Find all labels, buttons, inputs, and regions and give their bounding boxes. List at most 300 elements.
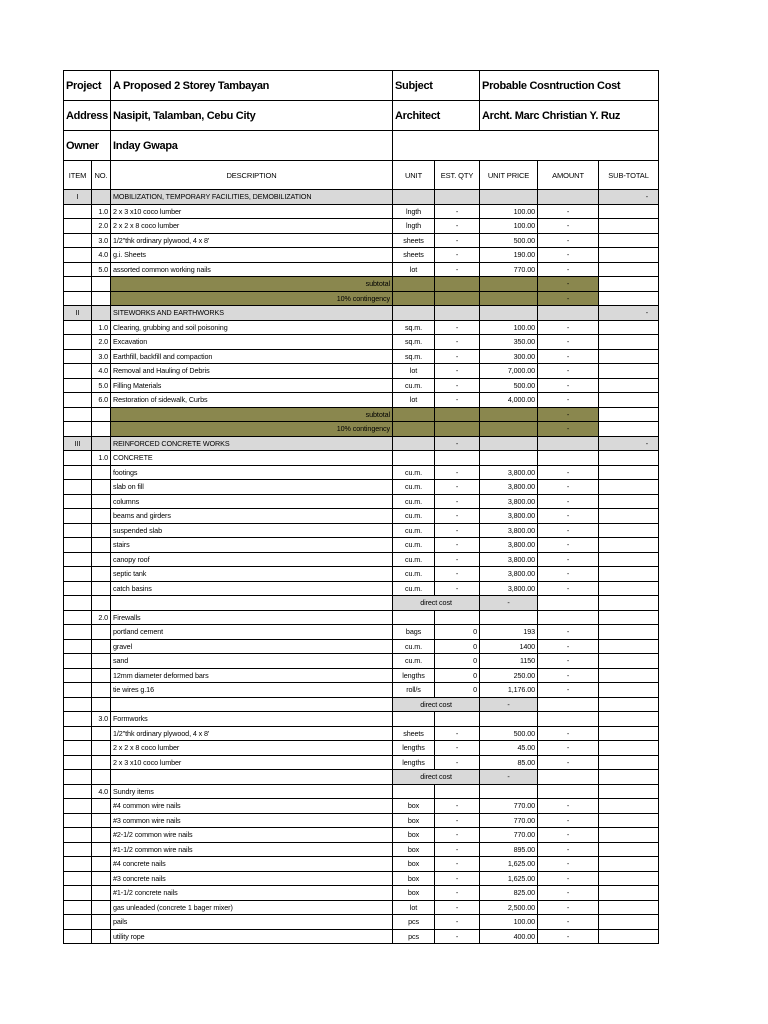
- item-cell: [64, 596, 92, 611]
- amount-cell: [538, 306, 599, 321]
- unit-cell: [393, 277, 435, 292]
- item-cell: [64, 204, 92, 219]
- amount-cell: -: [538, 349, 599, 364]
- no-cell: [92, 277, 111, 292]
- unit-cell: [393, 436, 435, 451]
- line-item-row: [64, 364, 659, 379]
- address-value: Nasipit, Talamban, Cebu City: [111, 101, 393, 131]
- no-cell: [92, 900, 111, 915]
- line-item-row: [64, 813, 659, 828]
- unit-cell: box: [393, 799, 435, 814]
- unit-price-cell: 3,800.00: [480, 494, 538, 509]
- unit-price-cell: 400.00: [480, 929, 538, 944]
- item-cell: [64, 219, 92, 234]
- line-item-row: [64, 871, 659, 886]
- item-cell: [64, 929, 92, 944]
- unit-price-cell: 45.00: [480, 741, 538, 756]
- subtotal-cell: [599, 886, 659, 901]
- qty-cell: 0: [435, 683, 480, 698]
- qty-cell: [435, 451, 480, 466]
- section-row: [64, 190, 659, 205]
- item-cell: [64, 654, 92, 669]
- amount-cell: -: [538, 552, 599, 567]
- subtotal-cell: [599, 320, 659, 335]
- subtotal-cell: [599, 842, 659, 857]
- description-cell: columns: [111, 494, 393, 509]
- description-cell: #1-1/2 common wire nails: [111, 842, 393, 857]
- unit-cell: [393, 291, 435, 306]
- unit-price-cell: [480, 436, 538, 451]
- qty-cell: -: [435, 929, 480, 944]
- subtotal-cell: -: [599, 190, 659, 205]
- unit-price-cell: 2,500.00: [480, 900, 538, 915]
- amount-cell: -: [538, 639, 599, 654]
- amount-cell: -: [538, 465, 599, 480]
- amount-cell: -: [538, 828, 599, 843]
- owner-row: [64, 131, 659, 161]
- amount-cell: -: [538, 886, 599, 901]
- unit-cell: cu.m.: [393, 494, 435, 509]
- no-cell: [92, 857, 111, 872]
- item-cell: II: [64, 306, 92, 321]
- line-item-row: [64, 625, 659, 640]
- amount-cell: -: [538, 741, 599, 756]
- subtotal-cell: -: [599, 436, 659, 451]
- line-item-row: [64, 857, 659, 872]
- item-cell: [64, 726, 92, 741]
- olive-label-cell: 10% contingency: [111, 291, 393, 306]
- amount-cell: -: [538, 538, 599, 553]
- qty-cell: -: [435, 523, 480, 538]
- subtotal-cell: [599, 610, 659, 625]
- item-cell: [64, 393, 92, 408]
- line-item-row: [64, 248, 659, 263]
- unit-cell: cu.m.: [393, 567, 435, 582]
- unit-cell: lengths: [393, 755, 435, 770]
- description-cell: catch basins: [111, 581, 393, 596]
- amount-cell: -: [538, 335, 599, 350]
- direct-cost-label: direct cost: [393, 697, 480, 712]
- olive-label-cell: subtotal: [111, 407, 393, 422]
- amount-cell: -: [538, 813, 599, 828]
- amount-cell: -: [538, 277, 599, 292]
- qty-cell: [435, 784, 480, 799]
- subtotal-cell: [599, 799, 659, 814]
- no-cell: [92, 436, 111, 451]
- amount-cell: -: [538, 857, 599, 872]
- unit-cell: sheets: [393, 233, 435, 248]
- no-cell: 4.0: [92, 248, 111, 263]
- qty-cell: [435, 277, 480, 292]
- unit-price-cell: 100.00: [480, 204, 538, 219]
- line-item-row: [64, 842, 659, 857]
- subtotal-cell: [599, 451, 659, 466]
- description-cell: 1/2"thk ordinary plywood, 4 x 8': [111, 233, 393, 248]
- amount-cell: -: [538, 581, 599, 596]
- line-item-row: [64, 480, 659, 495]
- qty-cell: -: [435, 378, 480, 393]
- description-cell: [111, 697, 393, 712]
- direct-cost-row: [64, 770, 659, 785]
- no-cell: 1.0: [92, 204, 111, 219]
- no-cell: 3.0: [92, 712, 111, 727]
- unit-cell: lengths: [393, 668, 435, 683]
- col-unit: UNIT: [393, 161, 435, 190]
- address-row: [64, 101, 659, 131]
- line-item-row: [64, 712, 659, 727]
- no-cell: [92, 871, 111, 886]
- unit-price-cell: 190.00: [480, 248, 538, 263]
- item-cell: [64, 552, 92, 567]
- amount-cell: [538, 596, 599, 611]
- subtotal-cell: [599, 726, 659, 741]
- amount-cell: -: [538, 204, 599, 219]
- amount-cell: -: [538, 654, 599, 669]
- no-cell: [92, 509, 111, 524]
- subtotal-cell: [599, 813, 659, 828]
- no-cell: [92, 654, 111, 669]
- unit-price-cell: 3,800.00: [480, 538, 538, 553]
- description-cell: suspended slab: [111, 523, 393, 538]
- unit-price-cell: [480, 422, 538, 437]
- no-cell: [92, 306, 111, 321]
- qty-cell: -: [435, 567, 480, 582]
- item-cell: [64, 422, 92, 437]
- col-amount: AMOUNT: [538, 161, 599, 190]
- qty-cell: -: [435, 886, 480, 901]
- unit-price-cell: -: [480, 770, 538, 785]
- line-item-row: [64, 262, 659, 277]
- qty-cell: -: [435, 552, 480, 567]
- unit-cell: lngth: [393, 204, 435, 219]
- subtotal-cell: [599, 697, 659, 712]
- description-cell: Sundry items: [111, 784, 393, 799]
- no-cell: 2.0: [92, 610, 111, 625]
- qty-cell: [435, 190, 480, 205]
- qty-cell: -: [435, 262, 480, 277]
- unit-price-cell: 3,800.00: [480, 465, 538, 480]
- qty-cell: [435, 610, 480, 625]
- description-cell: assorted common working nails: [111, 262, 393, 277]
- no-cell: 2.0: [92, 335, 111, 350]
- subtotal-cell: -: [599, 306, 659, 321]
- no-cell: [92, 465, 111, 480]
- no-cell: [92, 828, 111, 843]
- unit-price-cell: 193: [480, 625, 538, 640]
- no-cell: 2.0: [92, 219, 111, 234]
- item-cell: [64, 828, 92, 843]
- project-value: A Proposed 2 Storey Tambayan: [111, 71, 393, 101]
- unit-price-cell: 350.00: [480, 335, 538, 350]
- no-cell: [92, 639, 111, 654]
- qty-cell: -: [435, 219, 480, 234]
- qty-cell: [435, 712, 480, 727]
- subtotal-cell: [599, 857, 659, 872]
- col-unit-price: UNIT PRICE: [480, 161, 538, 190]
- description-cell: gravel: [111, 639, 393, 654]
- section-row: [64, 306, 659, 321]
- description-cell: Formworks: [111, 712, 393, 727]
- description-cell: Clearing, grubbing and soil poisoning: [111, 320, 393, 335]
- amount-cell: -: [538, 683, 599, 698]
- qty-cell: -: [435, 465, 480, 480]
- qty-cell: 0: [435, 625, 480, 640]
- description-cell: Excavation: [111, 335, 393, 350]
- line-item-row: [64, 828, 659, 843]
- unit-price-cell: 500.00: [480, 378, 538, 393]
- line-item-row: [64, 929, 659, 944]
- no-cell: [92, 915, 111, 930]
- qty-cell: -: [435, 364, 480, 379]
- unit-cell: [393, 407, 435, 422]
- line-item-row: [64, 552, 659, 567]
- description-cell: sand: [111, 654, 393, 669]
- qty-cell: -: [435, 233, 480, 248]
- item-cell: [64, 509, 92, 524]
- amount-cell: -: [538, 929, 599, 944]
- subtotal-row: [64, 277, 659, 292]
- unit-cell: sq.m.: [393, 335, 435, 350]
- description-cell: [111, 596, 393, 611]
- unit-price-cell: 300.00: [480, 349, 538, 364]
- amount-cell: [538, 712, 599, 727]
- no-cell: [92, 480, 111, 495]
- item-cell: [64, 538, 92, 553]
- unit-price-cell: 7,000.00: [480, 364, 538, 379]
- qty-cell: -: [435, 581, 480, 596]
- qty-cell: -: [435, 320, 480, 335]
- amount-cell: [538, 190, 599, 205]
- description-cell: 1/2"thk ordinary plywood, 4 x 8': [111, 726, 393, 741]
- unit-cell: lot: [393, 393, 435, 408]
- unit-cell: lot: [393, 364, 435, 379]
- unit-cell: [393, 610, 435, 625]
- subtotal-cell: [599, 668, 659, 683]
- amount-cell: -: [538, 219, 599, 234]
- item-cell: [64, 784, 92, 799]
- item-cell: [64, 335, 92, 350]
- amount-cell: [538, 451, 599, 466]
- subtotal-cell: [599, 378, 659, 393]
- description-cell: #2-1/2 common wire nails: [111, 828, 393, 843]
- unit-price-cell: 100.00: [480, 320, 538, 335]
- no-cell: [92, 668, 111, 683]
- qty-cell: -: [435, 538, 480, 553]
- amount-cell: -: [538, 799, 599, 814]
- no-cell: 1.0: [92, 320, 111, 335]
- description-cell: Restoration of sidewalk, Curbs: [111, 393, 393, 408]
- unit-cell: cu.m.: [393, 639, 435, 654]
- description-cell: #4 common wire nails: [111, 799, 393, 814]
- subtotal-cell: [599, 407, 659, 422]
- description-cell: utility rope: [111, 929, 393, 944]
- qty-cell: [435, 407, 480, 422]
- amount-cell: [538, 697, 599, 712]
- unit-cell: box: [393, 857, 435, 872]
- line-item-row: [64, 799, 659, 814]
- item-cell: [64, 697, 92, 712]
- description-cell: portland cement: [111, 625, 393, 640]
- olive-label-cell: subtotal: [111, 277, 393, 292]
- line-item-row: [64, 668, 659, 683]
- no-cell: [92, 741, 111, 756]
- unit-price-cell: 1,176.00: [480, 683, 538, 698]
- col-sub-total: SUB-TOTAL: [599, 161, 659, 190]
- unit-price-cell: [480, 407, 538, 422]
- cost-estimate-table: [63, 70, 659, 944]
- unit-price-cell: 500.00: [480, 233, 538, 248]
- unit-price-cell: 3,800.00: [480, 567, 538, 582]
- no-cell: [92, 567, 111, 582]
- unit-price-cell: 4,000.00: [480, 393, 538, 408]
- item-cell: [64, 277, 92, 292]
- description-cell: g.i. Sheets: [111, 248, 393, 263]
- direct-cost-label: direct cost: [393, 596, 480, 611]
- item-cell: [64, 262, 92, 277]
- subtotal-row: [64, 407, 659, 422]
- item-cell: [64, 799, 92, 814]
- subtotal-cell: [599, 929, 659, 944]
- amount-cell: -: [538, 842, 599, 857]
- col-no: NO.: [92, 161, 111, 190]
- unit-cell: [393, 784, 435, 799]
- unit-cell: sheets: [393, 248, 435, 263]
- subtotal-cell: [599, 233, 659, 248]
- no-cell: [92, 596, 111, 611]
- description-cell: 12mm diameter deformed bars: [111, 668, 393, 683]
- line-item-row: [64, 509, 659, 524]
- qty-cell: -: [435, 494, 480, 509]
- line-item-row: [64, 610, 659, 625]
- amount-cell: -: [538, 900, 599, 915]
- unit-price-cell: [480, 784, 538, 799]
- subtotal-cell: [599, 596, 659, 611]
- amount-cell: [538, 610, 599, 625]
- line-item-row: [64, 335, 659, 350]
- amount-cell: -: [538, 320, 599, 335]
- amount-cell: -: [538, 494, 599, 509]
- item-cell: [64, 480, 92, 495]
- qty-cell: 0: [435, 668, 480, 683]
- unit-cell: cu.m.: [393, 552, 435, 567]
- description-cell: #3 concrete nails: [111, 871, 393, 886]
- item-cell: [64, 248, 92, 263]
- col-description: DESCRIPTION: [111, 161, 393, 190]
- amount-cell: -: [538, 364, 599, 379]
- qty-cell: -: [435, 842, 480, 857]
- qty-cell: -: [435, 204, 480, 219]
- description-cell: #1-1/2 concrete nails: [111, 886, 393, 901]
- item-cell: [64, 364, 92, 379]
- unit-cell: cu.m.: [393, 654, 435, 669]
- line-item-row: [64, 349, 659, 364]
- amount-cell: -: [538, 378, 599, 393]
- qty-cell: [435, 291, 480, 306]
- unit-price-cell: 100.00: [480, 219, 538, 234]
- amount-cell: [538, 784, 599, 799]
- subtotal-cell: [599, 625, 659, 640]
- no-cell: 4.0: [92, 784, 111, 799]
- qty-cell: -: [435, 857, 480, 872]
- unit-price-cell: 3,800.00: [480, 581, 538, 596]
- qty-cell: -: [435, 915, 480, 930]
- item-cell: [64, 320, 92, 335]
- unit-price-cell: 250.00: [480, 668, 538, 683]
- item-cell: I: [64, 190, 92, 205]
- amount-cell: -: [538, 248, 599, 263]
- unit-cell: lngth: [393, 219, 435, 234]
- unit-price-cell: 3,800.00: [480, 523, 538, 538]
- no-cell: [92, 523, 111, 538]
- line-item-row: [64, 523, 659, 538]
- line-item-row: [64, 320, 659, 335]
- direct-cost-row: [64, 596, 659, 611]
- unit-cell: box: [393, 813, 435, 828]
- description-cell: septic tank: [111, 567, 393, 582]
- line-item-row: [64, 393, 659, 408]
- no-cell: [92, 407, 111, 422]
- subtotal-cell: [599, 683, 659, 698]
- item-cell: [64, 857, 92, 872]
- subject-label: Subject: [393, 71, 480, 101]
- no-cell: [92, 770, 111, 785]
- unit-price-cell: 3,800.00: [480, 509, 538, 524]
- amount-cell: [538, 770, 599, 785]
- line-item-row: [64, 683, 659, 698]
- no-cell: 3.0: [92, 349, 111, 364]
- unit-price-cell: -: [480, 697, 538, 712]
- item-cell: [64, 900, 92, 915]
- item-cell: III: [64, 436, 92, 451]
- subtotal-cell: [599, 900, 659, 915]
- subtotal-cell: [599, 741, 659, 756]
- qty-cell: -: [435, 349, 480, 364]
- unit-price-cell: 825.00: [480, 886, 538, 901]
- item-cell: [64, 378, 92, 393]
- unit-cell: [393, 306, 435, 321]
- unit-price-cell: [480, 277, 538, 292]
- direct-cost-row: [64, 697, 659, 712]
- unit-price-cell: 770.00: [480, 828, 538, 843]
- no-cell: [92, 538, 111, 553]
- no-cell: [92, 552, 111, 567]
- no-cell: [92, 813, 111, 828]
- unit-price-cell: 85.00: [480, 755, 538, 770]
- subtotal-cell: [599, 581, 659, 596]
- unit-cell: cu.m.: [393, 378, 435, 393]
- no-cell: [92, 929, 111, 944]
- line-item-row: [64, 726, 659, 741]
- item-cell: [64, 886, 92, 901]
- subtotal-cell: [599, 219, 659, 234]
- item-cell: [64, 712, 92, 727]
- description-cell: gas unleaded (concrete 1 bager mixer): [111, 900, 393, 915]
- unit-price-cell: 895.00: [480, 842, 538, 857]
- description-cell: 2 x 3 x10 coco lumber: [111, 755, 393, 770]
- qty-cell: -: [435, 509, 480, 524]
- description-cell: 2 x 3 x10 coco lumber: [111, 204, 393, 219]
- unit-cell: cu.m.: [393, 465, 435, 480]
- subtotal-row: [64, 291, 659, 306]
- amount-cell: -: [538, 407, 599, 422]
- unit-cell: cu.m.: [393, 581, 435, 596]
- no-cell: [92, 625, 111, 640]
- item-cell: [64, 451, 92, 466]
- amount-cell: -: [538, 262, 599, 277]
- unit-cell: box: [393, 842, 435, 857]
- description-cell: Filling Materials: [111, 378, 393, 393]
- description-cell: beams and girders: [111, 509, 393, 524]
